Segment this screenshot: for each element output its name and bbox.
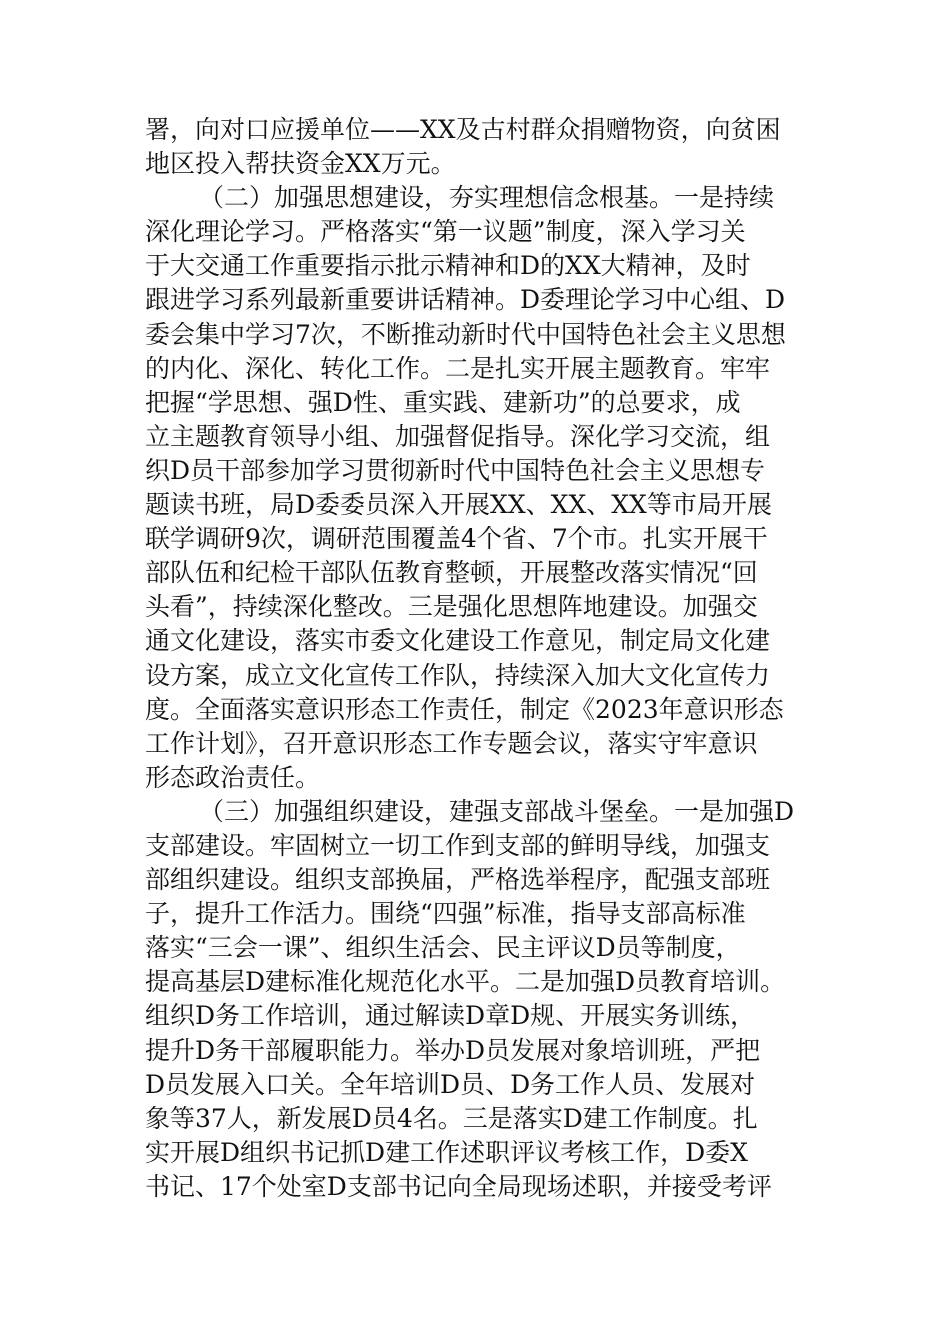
text-line: 题读书班，局D委委员深入开展XX、XX、XX等市局开展 <box>145 490 772 520</box>
text-line: 度。全面落实意识形态工作责任，制定《2023年意识形态 <box>145 694 784 724</box>
text-line: 立主题教育领导小组、加强督促指导。深化学习交流，组 <box>145 421 771 451</box>
text-line: 通文化建设，落实市委文化建设工作意见，制定局文化建 <box>145 626 771 656</box>
text-line: 深化理论学习。严格落实“第一议题”制度，深入学习关 <box>145 217 746 247</box>
text-line: 于大交通工作重要指示批示精神和D的XX大精神，及时 <box>145 251 751 281</box>
text-line: 书记、17个处室D支部书记向全局现场述职，并接受考评 <box>145 1171 772 1201</box>
text-line: 设方案，成立文化宣传工作队，持续深入加大文化宣传力 <box>145 660 771 690</box>
text-line: 部组织建设。组织支部换届，严格选举程序，配强支部班 <box>145 865 771 895</box>
text-line: 形态政治责任。 <box>145 762 321 792</box>
text-line: 提高基层D建标准化规范化水平。二是加强D员教育培训。 <box>145 967 786 997</box>
text-line: 组织D务工作培训，通过解读D章D规、开展实务训练， <box>145 1001 756 1031</box>
text-line: 象等37人，新发展D员4名。三是落实D建工作制度。扎 <box>145 1103 758 1133</box>
text-line: D员发展入口关。全年培训D员、D务工作人员、发展对 <box>145 1069 756 1099</box>
text-line: 跟进学习系列最新重要讲话精神。D委理论学习中心组、D <box>145 285 786 315</box>
text-line: （二）加强思想建设，夯实理想信念根基。一是持续 <box>199 183 775 213</box>
text-line: 署，向对口应援单位——XX及古村群众捐赠物资，向贫困 <box>145 115 781 144</box>
text-line: 的内化、深化、转化工作。二是扎实开展主题教育。牢牢 <box>145 353 771 383</box>
text-line: 实开展D组织书记抓D建工作述职评议考核工作，D委X <box>145 1137 748 1167</box>
text-line: 支部建设。牢固树立一切工作到支部的鲜明导线，加强支 <box>145 830 771 860</box>
text-line: 落实“三会一课”、组织生活会、民主评议D员等制度， <box>145 933 741 963</box>
text-line: 联学调研9次，调研范围覆盖4个省、7个市。扎实开展干 <box>145 524 768 554</box>
document-body <box>145 113 825 1204</box>
text-line: 头看”，持续深化整改。三是强化思想阵地建设。加强交 <box>145 592 758 622</box>
text-line: 把握“学思想、强D性、重实践、建新功”的总要求，成 <box>145 387 741 417</box>
text-line: 地区投入帮扶资金XX万元。 <box>145 149 456 179</box>
text-line: （三）加强组织建设，建强支部战斗堡垒。一是加强D <box>199 796 795 826</box>
text-line: 提升D务干部履职能力。举办D员发展对象培训班，严把 <box>145 1035 761 1065</box>
text-line: 织D员干部参加学习贯彻新时代中国特色社会主义思想专 <box>145 455 766 485</box>
text-line: 委会集中学习7次，不断推动新时代中国特色社会主义思想 <box>145 319 786 349</box>
text-line: 子，提升工作活力。围绕“四强”标准，指导支部高标准 <box>145 899 746 929</box>
text-line: 部队伍和纪检干部队伍教育整顿，开展整改落实情况“回 <box>145 558 758 588</box>
text-line: 工作计划》，召开意识形态工作专题会议，落实守牢意识 <box>145 728 758 758</box>
